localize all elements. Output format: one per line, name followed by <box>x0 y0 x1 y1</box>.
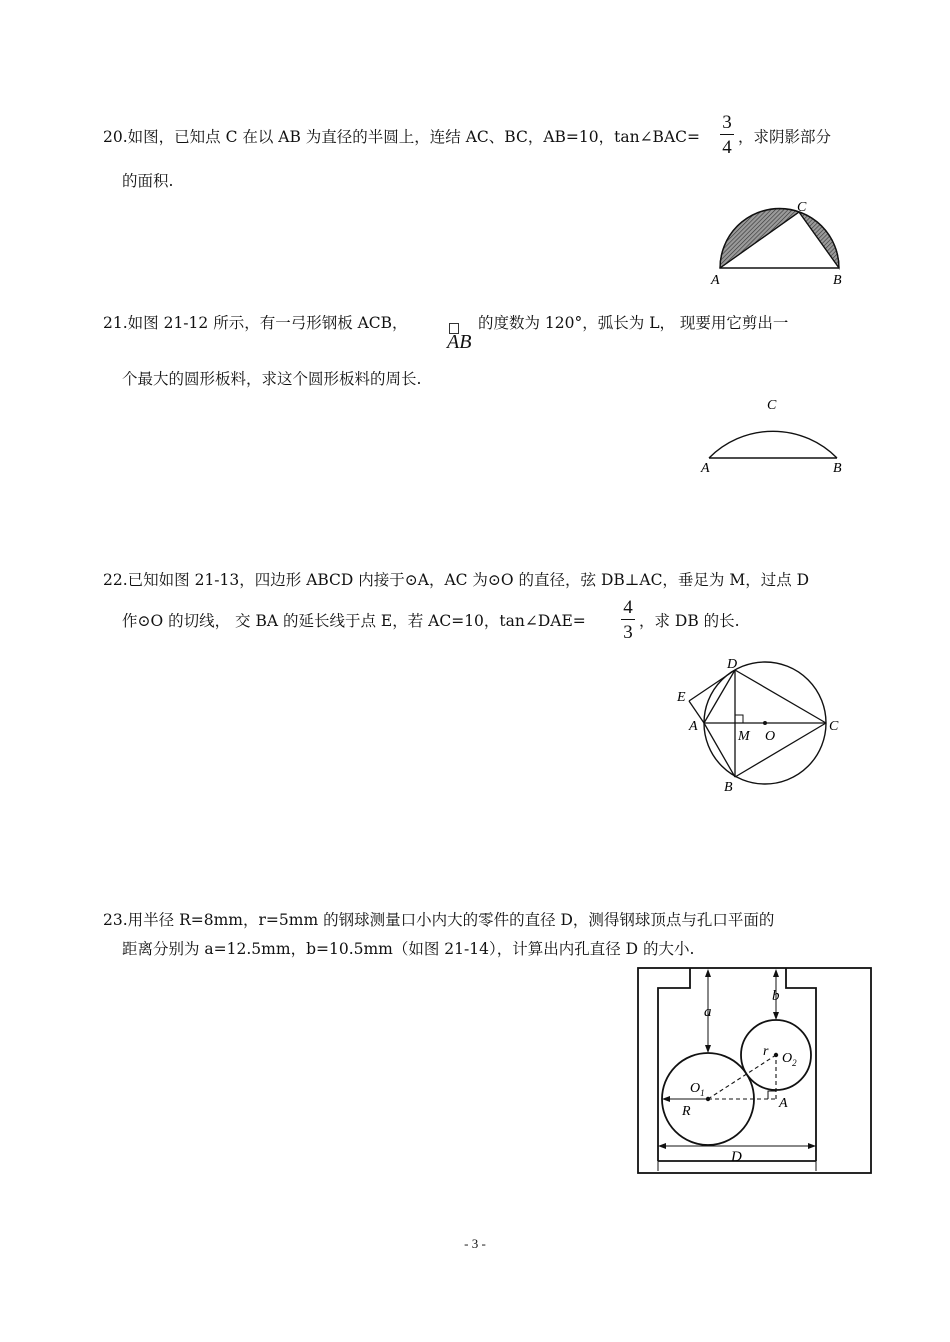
q23-label-b: b <box>772 988 780 1004</box>
q21-figure <box>700 395 850 475</box>
q20-line1a: 20.如图，已知点 C 在以 AB 为直径的半圆上，连结 AC、BC，AB=10，tan∠BAC= <box>103 128 700 146</box>
q22-figure <box>672 652 852 802</box>
q22-line2b: ，求 DB 的长. <box>639 612 740 630</box>
q23-label-a: a <box>704 1004 712 1020</box>
q21-label-b: B <box>833 461 842 476</box>
q22-frac-numerator: 4 <box>623 597 633 618</box>
q22-label-b: B <box>724 780 733 795</box>
q22-label-a: A <box>689 719 698 734</box>
q20-chord-cb <box>799 212 839 268</box>
q20-label-b: B <box>833 273 842 288</box>
q21-arc-ab: AB <box>447 331 472 353</box>
q20-figure <box>706 198 846 288</box>
q21-line2: 个最大的圆形板料，求这个圆形板料的周长. <box>122 370 422 388</box>
q20-frac-denominator: 4 <box>722 137 732 158</box>
q23-label-big-r: R <box>682 1104 691 1119</box>
q22-center-dot <box>763 721 767 725</box>
q23-line1: 23.用半径 R=8mm，r=5mm 的钢球测量口小内大的零件的直径 D，测得钢球顶点与孔口平面的 <box>103 911 775 929</box>
q20-label-c: C <box>797 200 807 215</box>
q23-label-o1: $O_1$ <box>690 1081 705 1098</box>
q20-label-a: A <box>711 273 720 288</box>
q21-line1a: 21.如图 21-12 所示，有一弓形钢板 ACB， <box>103 314 408 332</box>
q20-line1b: ，求阴影部分 <box>738 128 832 146</box>
q22-label-c: C <box>829 719 839 734</box>
q20-line2: 的面积. <box>122 172 174 190</box>
q21-line1b: 的度数为 120°，弧长为 L， 现要用它剪出一 <box>478 314 789 332</box>
q22-label-o: O <box>765 729 776 744</box>
q23-figure <box>638 966 883 1176</box>
q22-side-dc <box>735 670 826 723</box>
page-number: - 3 - <box>464 1236 486 1251</box>
q22-side-ad <box>704 670 735 723</box>
q22-label-d: D <box>727 657 738 672</box>
q22-label-e: E <box>677 690 686 705</box>
q23-label-r: r <box>763 1044 769 1059</box>
q20-frac-bar <box>720 134 734 135</box>
q22-tangent-de <box>689 670 735 701</box>
q22-line2a: 作⊙O 的切线， 交 BA 的延长线于点 E，若 AC=10，tan∠DAE= <box>122 612 586 630</box>
q22-side-ba <box>704 723 735 777</box>
q23-label-point-a: A <box>779 1096 788 1111</box>
q20-frac-numerator: 3 <box>722 112 732 133</box>
q22-fraction <box>621 598 635 642</box>
q22-frac-bar <box>621 619 635 620</box>
q21-label-c: C <box>767 398 777 413</box>
q20-fraction <box>720 113 734 157</box>
q22-frac-denominator: 3 <box>623 622 633 643</box>
q22-right-angle <box>735 715 743 723</box>
q22-line1: 22.已知如图 21-13，四边形 ABCD 内接于⊙A，AC 为⊙O 的直径，弦 DB⊥AC，垂足为 M，过点 D <box>103 571 810 589</box>
q22-label-m: M <box>738 729 750 744</box>
q23-label-o2: $O_2$ <box>782 1051 797 1068</box>
q23-line2: 距离分别为 a=12.5mm，b=10.5mm（如图 21-14），计算出内孔直径 D 的大小. <box>122 940 695 958</box>
q21-arc <box>709 431 837 458</box>
q23-label-d: D <box>731 1149 742 1165</box>
q21-label-a: A <box>701 461 710 476</box>
